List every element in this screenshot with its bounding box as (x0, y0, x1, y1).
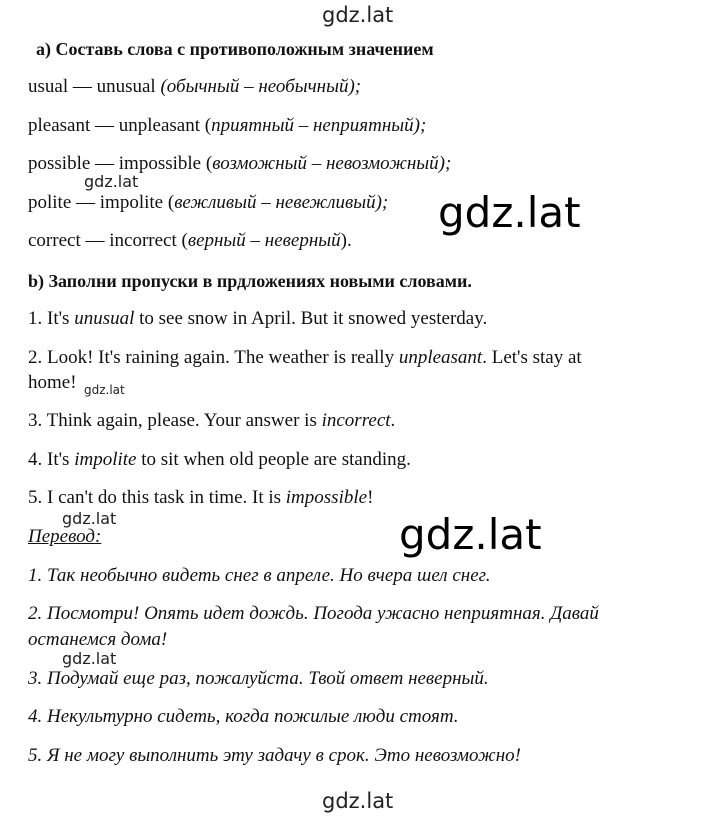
pair-translation: приятный – неприятный); (211, 115, 427, 136)
sentence-start: 4. It's (28, 449, 75, 470)
pair-translation: вежливый – невежливый); (174, 192, 389, 213)
section-a-heading: a) Составь слова с противоположным значением (36, 39, 434, 59)
sentence-start: 1. It's (28, 308, 75, 329)
sentence-end: . Let's stay at (482, 347, 582, 368)
antonym-pair (28, 191, 388, 215)
translation-heading: Перевод: (28, 526, 102, 547)
antonym-pair (28, 152, 451, 176)
sentence-start: 3. Think again, please. Your answer is (28, 410, 322, 431)
translation-line: 1. Так необычно видеть снег в апреле. Но вчера шел снег. (28, 565, 491, 586)
sentence (28, 346, 582, 370)
watermark-tiny: gdz.lat (84, 383, 125, 397)
antonym-pair (28, 75, 361, 99)
translation-line: 5. Я не могу выполнить эту задачу в срок. Это невозможно! (28, 745, 521, 766)
pair-translation: (обычный – необычный); (160, 76, 362, 97)
section-b-heading: b) Заполни пропуски в прдложениях новыми словами. (28, 271, 472, 291)
antonym-pair (28, 229, 352, 253)
translation-line: останемся дома! (28, 629, 168, 650)
watermark-large: gdz.lat (438, 188, 581, 237)
sentence-end: ! (367, 487, 374, 508)
watermark-large: gdz.lat (399, 510, 542, 559)
word-pair: pleasant — unpleasant (28, 115, 205, 136)
word-pair: usual — unusual (28, 76, 161, 97)
sentence-continuation: home! (28, 372, 77, 393)
pair-close: ). (340, 230, 352, 251)
translation-line: 3. Подумай еще раз, пожалуйста. Твой ответ неверный. (28, 668, 489, 689)
watermark-small: gdz.lat (62, 509, 117, 528)
translation-line: 4. Некультурно сидеть, когда пожилые люди стоят. (28, 706, 459, 727)
sentence (28, 409, 395, 433)
word-pair: correct — incorrect (28, 230, 182, 251)
pair-open: ( (167, 192, 175, 213)
answer-word: unusual (74, 308, 135, 329)
watermark-small: gdz.lat (62, 649, 117, 668)
pair-open: ( (204, 115, 212, 136)
watermark-small: gdz.lat (84, 172, 139, 191)
sentence-end: to see snow in April. But it snowed yesterday. (134, 308, 488, 329)
watermark-bottom: gdz.lat (322, 789, 394, 813)
pair-translation: возможный – невозможный); (212, 153, 452, 174)
sentence-start: 2. Look! It's raining again. The weather is really (28, 347, 399, 368)
pair-open: ( (205, 153, 213, 174)
sentence-start: 5. I can't do this task in time. It is (28, 487, 286, 508)
translation-line: 2. Посмотри! Опять идет дождь. Погода ужасно неприятная. Давай (28, 603, 599, 624)
answer-word: incorrect (321, 410, 391, 431)
pair-translation: верный – неверный (187, 230, 341, 251)
answer-word: impolite (74, 449, 137, 470)
sentence (28, 307, 487, 331)
pair-open: ( (181, 230, 188, 251)
answer-word: unpleasant (398, 347, 483, 368)
sentence-end: to sit when old people are standing. (136, 449, 411, 470)
word-pair: possible — impossible (28, 153, 206, 174)
sentence (28, 486, 373, 510)
word-pair: polite — impolite (28, 192, 168, 213)
sentence-end: . (390, 410, 396, 431)
antonym-pair (28, 114, 426, 138)
watermark-top: gdz.lat (322, 3, 394, 27)
answer-word: impossible (285, 487, 368, 508)
sentence (28, 448, 411, 472)
